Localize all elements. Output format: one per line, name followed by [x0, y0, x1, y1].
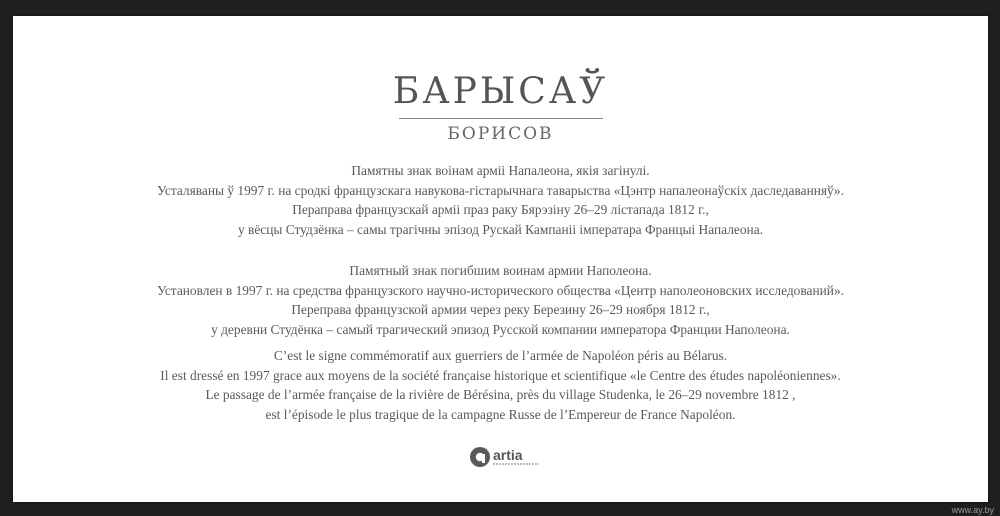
city-title-belarusian: БАРЫСАЎ: [392, 71, 609, 112]
text-line: est l’épisode le plus tragique de la campagne Russe de l’Empereur de France Napoléon.: [265, 406, 736, 422]
text-line: Памятный знак погибшим воинам армии Наполеона.: [349, 263, 652, 278]
text-line: Памятны знак воінам арміі Напалеона, якія загінулі.: [351, 163, 650, 178]
text-line: Переправа французской армии через реку Березину 26–29 ноября 1812 г.,: [291, 302, 710, 317]
title-divider: [399, 118, 603, 119]
text-line: Le passage de l’armée française de la rivière de Bérésina, près du village Studenka, le 26–29 novembre 1812 ,: [205, 387, 796, 402]
text-line: у деревни Студёнка – самый трагический эпизод Русской компании императора Франции Наполеона.: [211, 321, 790, 337]
text-line: Установлен в 1997 г. на средства французского научно-исторического общества «Центр наполеоновских исследований».: [156, 282, 844, 298]
postcard: [13, 16, 988, 502]
text-line: Il est dressé en 1997 grace aux moyens de la société française historique et scientifique «le Centre des études napoléoniennes».: [160, 367, 841, 383]
logo-wordmark: artia: [493, 447, 523, 463]
text-line: Усталяваны ў 1997 г. на сродкі французскага навукова-гістарычнага таварыства «Цэнтр напалеонаўскіх даследаванняў».: [157, 182, 844, 198]
belarusian-text-block: [13, 161, 988, 239]
card-header: [13, 72, 988, 145]
city-title-russian: БОРИСОВ: [447, 124, 554, 144]
publisher-logo: [469, 444, 523, 470]
text-line: у вёсцы Студзёнка – самы трагічны эпізод Рускай Кампаніі імператара Францыі Напалеона.: [237, 221, 764, 237]
russian-text-block: [13, 261, 988, 339]
logo-tagline: [493, 463, 539, 465]
french-text-block: [13, 346, 988, 424]
artia-logo-icon: [469, 446, 491, 468]
site-watermark: www.ay.by: [951, 505, 994, 515]
text-line: C’est le signe commémoratif aux guerriers de l’armée de Napoléon péris au Bélarus.: [273, 348, 728, 363]
text-line: Пераправа французскай арміі праз раку Бярэзіну 26–29 лістапада 1812 г.,: [292, 202, 709, 217]
